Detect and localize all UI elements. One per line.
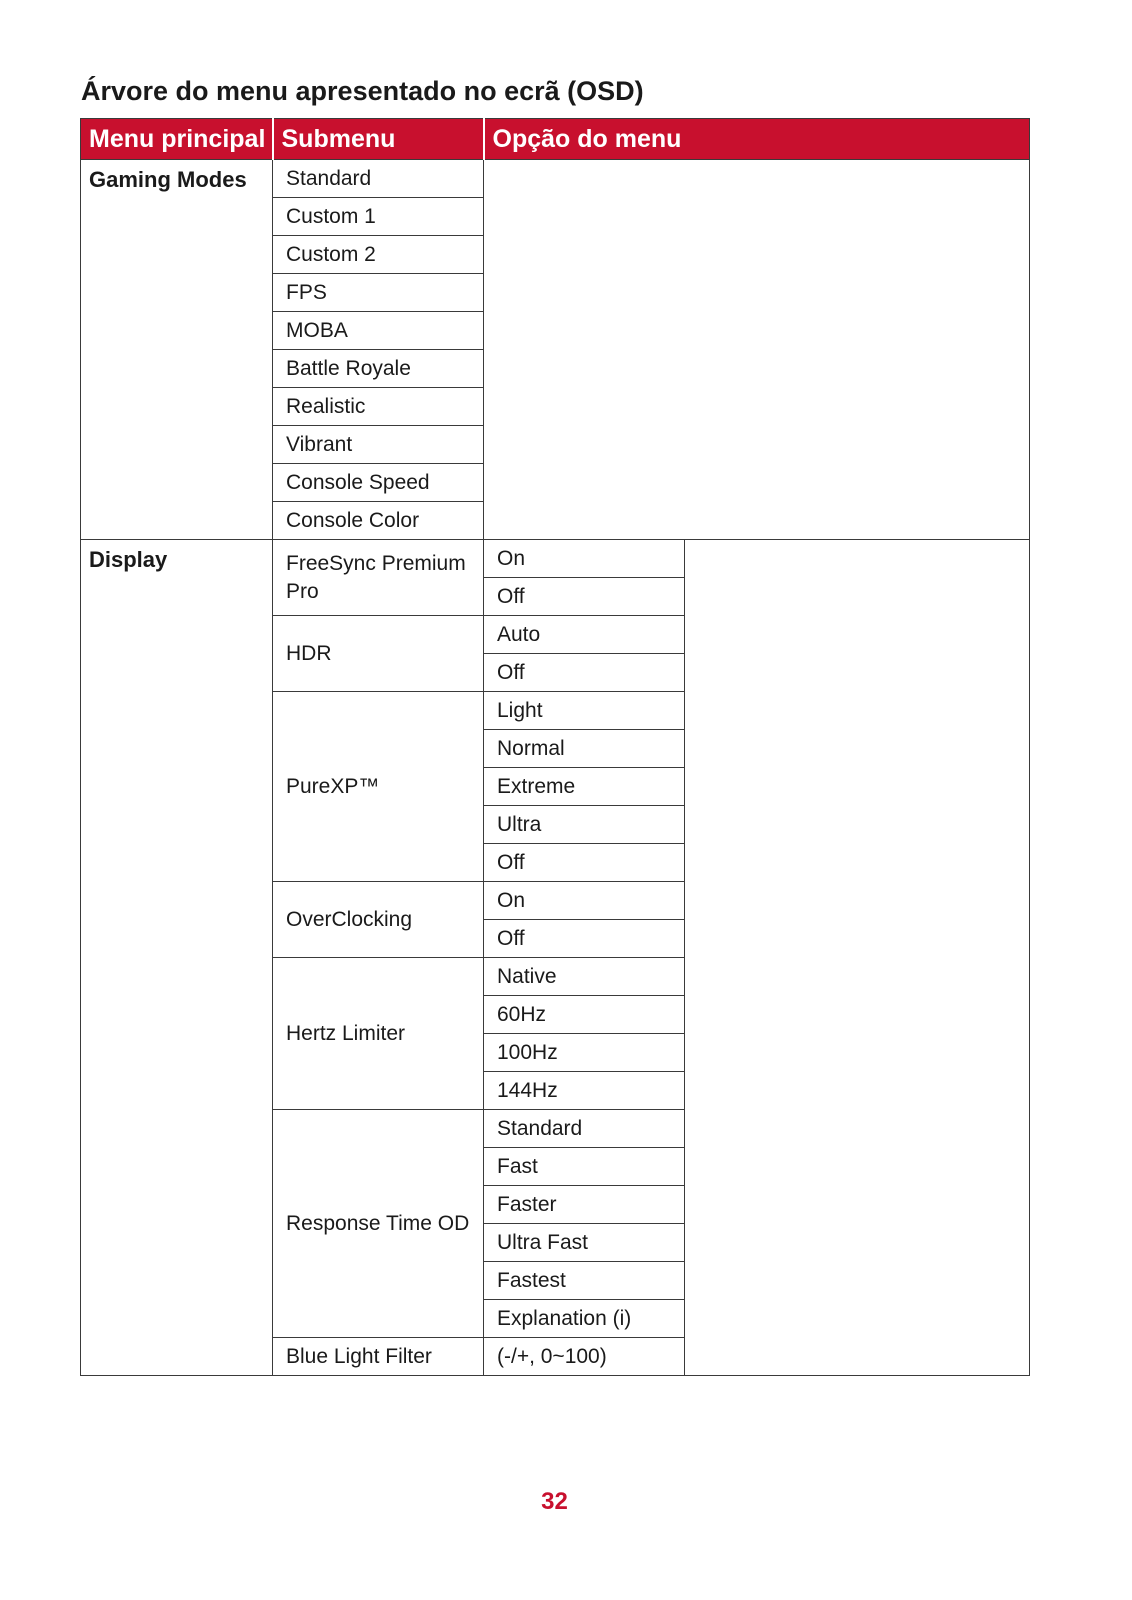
option-item: (-/+, 0~100) xyxy=(484,1338,685,1376)
main-menu-gaming-modes: Gaming Modes xyxy=(81,160,273,540)
table-header-row xyxy=(81,119,1030,160)
option-item: Fast xyxy=(484,1148,685,1186)
table-row xyxy=(81,160,1030,198)
submenu-purexp: PureXP™ xyxy=(273,692,484,882)
page-title: Árvore do menu apresentado no ecrã (OSD) xyxy=(81,76,644,106)
option-item: Light xyxy=(484,692,685,730)
option-item: Off xyxy=(484,920,685,958)
submenu-item: Custom 2 xyxy=(273,236,484,274)
option-item: Ultra xyxy=(484,806,685,844)
option-item: Standard xyxy=(484,1110,685,1148)
submenu-item: Custom 1 xyxy=(273,198,484,236)
submenu-item: Console Color xyxy=(273,502,484,540)
main-menu-display: Display xyxy=(81,540,273,1376)
submenu-overclocking: OverClocking xyxy=(273,882,484,958)
osd-menu-tree-table xyxy=(80,118,1030,1376)
submenu-freesync: FreeSync Premium Pro xyxy=(273,540,484,616)
option-item: Auto xyxy=(484,616,685,654)
empty-option-area xyxy=(484,160,1030,540)
option-item: Ultra Fast xyxy=(484,1224,685,1262)
option-item: 100Hz xyxy=(484,1034,685,1072)
empty-right-area xyxy=(685,540,1030,1376)
option-item: 144Hz xyxy=(484,1072,685,1110)
option-item: Fastest xyxy=(484,1262,685,1300)
submenu-item: MOBA xyxy=(273,312,484,350)
submenu-item: FPS xyxy=(273,274,484,312)
option-item: Normal xyxy=(484,730,685,768)
option-item: Extreme xyxy=(484,768,685,806)
submenu-response-time: Response Time OD xyxy=(273,1110,484,1338)
submenu-item: Realistic xyxy=(273,388,484,426)
submenu-hertz-limiter: Hertz Limiter xyxy=(273,958,484,1110)
submenu-item: Battle Royale xyxy=(273,350,484,388)
option-item: Off xyxy=(484,844,685,882)
option-item: 60Hz xyxy=(484,996,685,1034)
header-menu-option: Opção do menu xyxy=(484,119,1030,160)
submenu-hdr: HDR xyxy=(273,616,484,692)
submenu-item: Console Speed xyxy=(273,464,484,502)
header-submenu: Submenu xyxy=(273,119,484,160)
option-item: On xyxy=(484,540,685,578)
option-item: On xyxy=(484,882,685,920)
option-item: Off xyxy=(484,578,685,616)
header-main-menu: Menu principal xyxy=(81,119,273,160)
option-item: Explanation (i) xyxy=(484,1300,685,1338)
table-row xyxy=(81,540,1030,578)
option-item: Native xyxy=(484,958,685,996)
submenu-blue-light-filter: Blue Light Filter xyxy=(273,1338,484,1376)
option-item: Faster xyxy=(484,1186,685,1224)
page-number: 32 xyxy=(541,1488,568,1515)
submenu-item: Standard xyxy=(273,160,484,198)
submenu-item: Vibrant xyxy=(273,426,484,464)
option-item: Off xyxy=(484,654,685,692)
